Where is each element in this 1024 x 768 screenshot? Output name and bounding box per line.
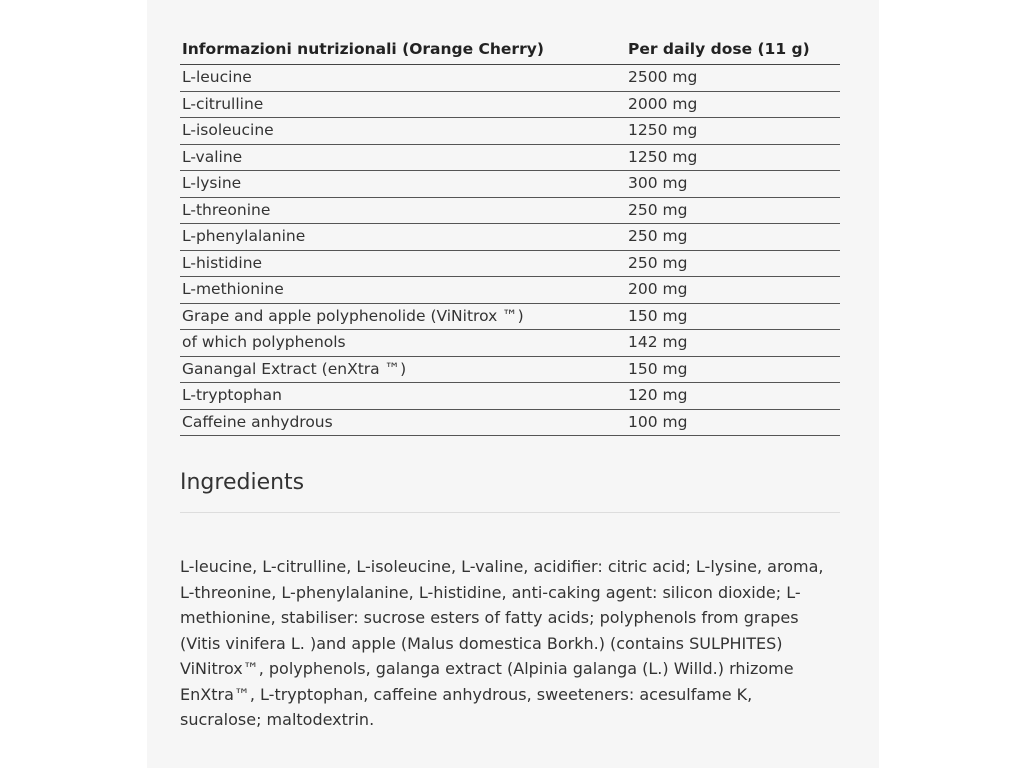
table-row (180, 224, 840, 251)
ingredients-divider (180, 512, 840, 513)
table-row (180, 171, 840, 198)
nutrient-amount: 2500 mg (626, 65, 840, 92)
nutrient-name: L-methionine (180, 277, 626, 304)
nutrient-amount: 250 mg (626, 250, 840, 277)
nutrient-amount: 1250 mg (626, 144, 840, 171)
nutrient-amount: 200 mg (626, 277, 840, 304)
table-row (180, 277, 840, 304)
table-row (180, 383, 840, 410)
table-row (180, 250, 840, 277)
table-row (180, 409, 840, 436)
nutrient-name: of which polyphenols (180, 330, 626, 357)
nutrient-name: L-phenylalanine (180, 224, 626, 251)
header-nutrient: Informazioni nutrizionali (Orange Cherry) (180, 38, 626, 65)
table-row (180, 91, 840, 118)
content-panel (147, 0, 879, 768)
nutrient-name: L-lysine (180, 171, 626, 198)
header-dose: Per daily dose (11 g) (626, 38, 840, 65)
nutrient-name: L-histidine (180, 250, 626, 277)
table-row (180, 144, 840, 171)
table-row (180, 303, 840, 330)
nutrient-amount: 250 mg (626, 197, 840, 224)
nutrient-name: L-leucine (180, 65, 626, 92)
table-row (180, 356, 840, 383)
nutrient-name: L-threonine (180, 197, 626, 224)
nutrient-name: Grape and apple polyphenolide (ViNitrox ™) (180, 303, 626, 330)
nutrient-name: Ganangal Extract (enXtra ™) (180, 356, 626, 383)
nutrient-amount: 250 mg (626, 224, 840, 251)
nutrient-name: L-valine (180, 144, 626, 171)
nutrient-amount: 150 mg (626, 356, 840, 383)
nutrient-amount: 120 mg (626, 383, 840, 410)
ingredients-text: L-leucine, L-citrulline, L-isoleucine, L-valine, acidifier: citric acid; L-lysine, aroma, L-threonine, L-phenylalanine, L-histidine, anti-caking agent: silicon dioxide; L-methionine, stabiliser: sucrose esters of fatty acids; polyphenols from grapes (Vitis vinifera L. )and apple (Malus domestica Borkh.) (contains SULPHITES) ViNitrox™, polyphenols, galanga extract (Alpinia galanga (L.) Willd.) rhizome EnXtra™, L-tryptophan, caffeine anhydrous, sweeteners: acesulfame K, sucralose; maltodextrin. (180, 557, 824, 729)
ingredients-heading: Ingredients (180, 470, 305, 495)
nutrient-name: Caffeine anhydrous (180, 409, 626, 436)
nutrient-amount: 100 mg (626, 409, 840, 436)
nutrient-name: L-citrulline (180, 91, 626, 118)
nutrition-table (180, 38, 840, 436)
nutrient-amount: 142 mg (626, 330, 840, 357)
nutrient-amount: 300 mg (626, 171, 840, 198)
nutrient-name: L-tryptophan (180, 383, 626, 410)
table-row (180, 330, 840, 357)
table-row (180, 118, 840, 145)
nutrient-name: L-isoleucine (180, 118, 626, 145)
table-row (180, 65, 840, 92)
nutrient-amount: 2000 mg (626, 91, 840, 118)
nutrient-amount: 150 mg (626, 303, 840, 330)
table-row (180, 197, 840, 224)
nutrient-amount: 1250 mg (626, 118, 840, 145)
table-header-row (180, 38, 840, 65)
